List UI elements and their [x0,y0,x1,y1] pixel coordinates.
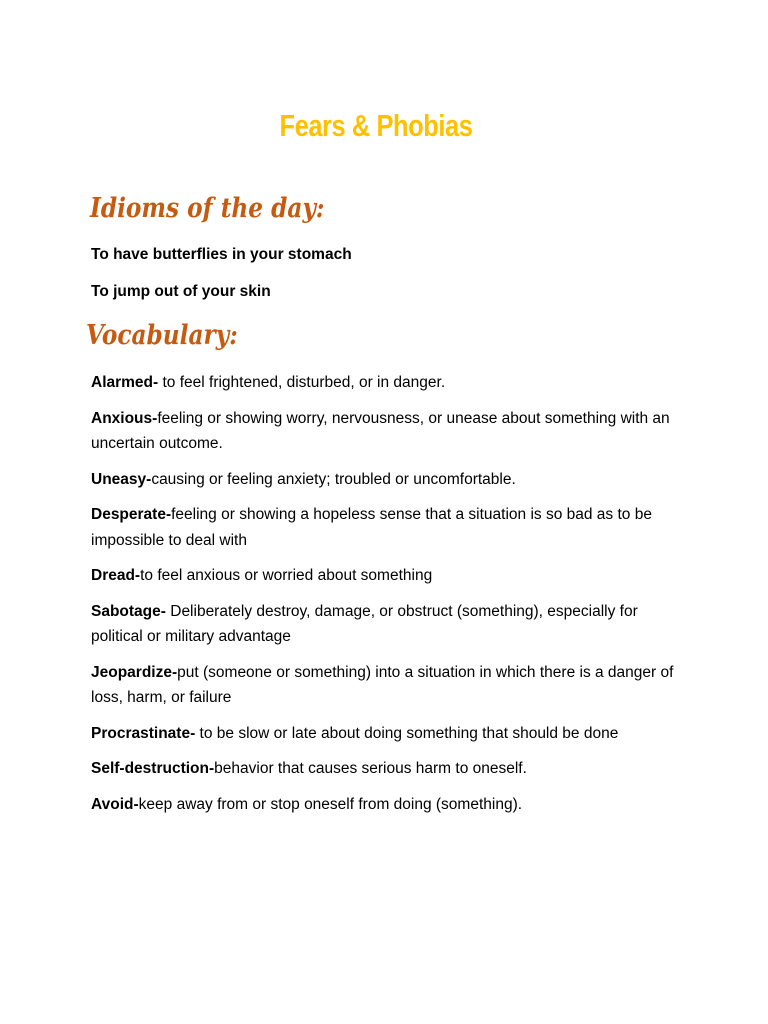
vocabulary-item [91,660,691,711]
vocabulary-definition: to feel frightened, disturbed, or in danger. [158,374,446,391]
vocabulary-term: Uneasy- [91,470,152,488]
idiom-item: To have butterflies in your stomach [91,246,352,263]
vocabulary-term: Dread- [91,567,141,584]
vocabulary-item [91,370,691,396]
vocabulary-term: Avoid- [91,795,139,813]
vocabulary-term: Jeopardize- [91,663,178,681]
vocabulary-item [91,467,691,493]
vocabulary-term: Sabotage- [91,602,166,620]
vocabulary-item [91,563,691,589]
idiom-item: To jump out of your skin [91,283,271,300]
vocabulary-term: Desperate- [91,506,172,523]
vocabulary-definition: to feel anxious or worried about something [140,567,433,584]
vocabulary-definition: behavior that causes serious harm to oneself. [214,760,527,777]
vocabulary-term: Alarmed- [91,374,159,391]
vocabulary-item [91,756,691,782]
vocabulary-definition: causing or feeling anxiety; troubled or uncomfortable. [151,470,516,488]
vocabulary-item [91,721,691,747]
vocabulary-item [91,599,691,650]
vocabulary-heading: Vocabulary: [86,320,238,351]
vocabulary-item [91,406,691,457]
idioms-heading: Idioms of the day: [90,193,325,224]
vocabulary-definition: keep away from or stop oneself from doing (something). [138,795,523,813]
vocabulary-definition: to be slow or late about doing something that should be done [195,724,619,742]
vocabulary-term: Procrastinate- [91,724,196,742]
vocabulary-term: Anxious- [91,409,158,427]
vocabulary-definition: put (someone or something) into a situation in which there is a danger of loss, harm, or failure [91,663,674,706]
vocabulary-item [91,502,691,553]
page-title: Fears & Phobias [279,108,473,143]
vocabulary-definition: feeling or showing a hopeless sense that a situation is so bad as to be impossible to deal with [91,506,652,549]
vocabulary-list [91,370,691,827]
vocabulary-definition: Deliberately destroy, damage, or obstruct (something), especially for political or military advantage [91,602,638,645]
vocabulary-term: Self-destruction- [91,760,215,777]
vocabulary-definition: feeling or showing worry, nervousness, or unease about something with an uncertain outcome. [91,409,670,452]
vocabulary-item [91,792,691,818]
